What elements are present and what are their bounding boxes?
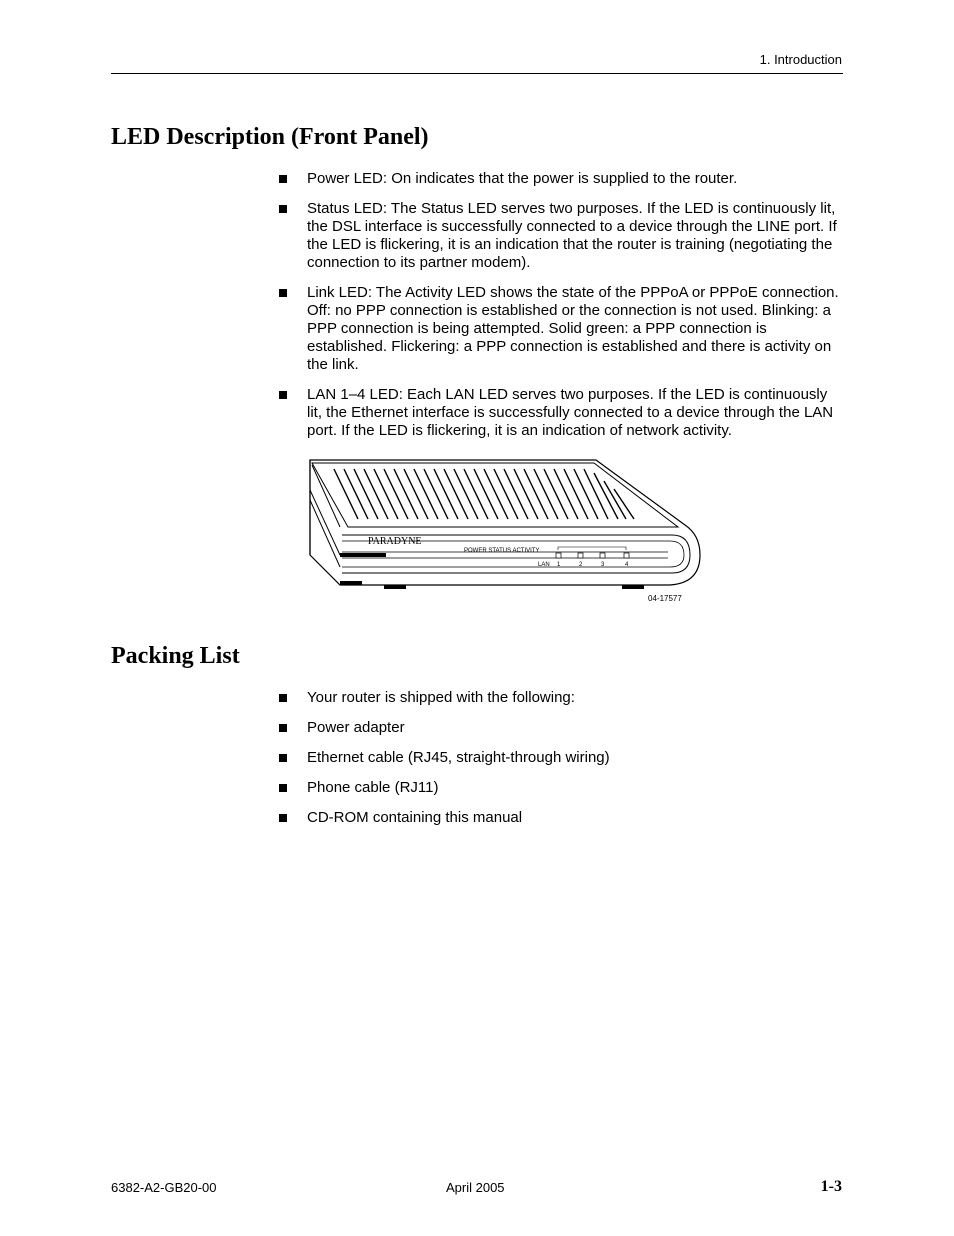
packing-section-title: Packing List bbox=[111, 643, 240, 669]
brand-logo: PARADYNE bbox=[368, 536, 422, 547]
list-item: LAN 1–4 LED: Each LAN LED serves two purposes. If the LED is continuously lit, the Ethernet interface is successfully connected to a device through the LAN port. If the LED is flickering, it is an indication of network activity. bbox=[279, 386, 845, 440]
list-item: Ethernet cable (RJ45, straight-through wiring) bbox=[279, 749, 845, 767]
led-section-title: LED Description (Front Panel) bbox=[111, 124, 429, 150]
lan-label: LAN bbox=[538, 562, 550, 568]
list-item: Power adapter bbox=[279, 719, 845, 737]
footer-date: April 2005 bbox=[446, 1180, 505, 1195]
list-item: CD-ROM containing this manual bbox=[279, 809, 845, 827]
list-item: Link LED: The Activity LED shows the state of the PPPoA or PPPoE connection. Off: no PPP connection is established or the connection is not used. Blinking: a PPP connection is being attempted. Solid green: a PPP connection is established. Flickering: a PPP connection is established and there is activity on the link. bbox=[279, 284, 845, 374]
figure-id: 04-17577 bbox=[648, 594, 682, 603]
list-item: Power LED: On indicates that the power is supplied to the router. bbox=[279, 170, 845, 188]
header-rule bbox=[111, 73, 843, 74]
packing-list bbox=[279, 689, 845, 839]
running-header: 1. Introduction bbox=[759, 52, 842, 67]
bullet-square-icon bbox=[279, 391, 287, 399]
led-description-list bbox=[279, 170, 845, 452]
lan-number: 3 bbox=[601, 562, 605, 568]
router-front-panel-illustration bbox=[300, 455, 710, 605]
bullet-square-icon bbox=[279, 814, 287, 822]
bullet-square-icon bbox=[279, 724, 287, 732]
lan-number: 2 bbox=[579, 562, 583, 568]
footer-doc-number: 6382-A2-GB20-00 bbox=[111, 1180, 217, 1195]
footer-page-number: 1-3 bbox=[820, 1178, 842, 1195]
led-labels: POWER STATUS ACTIVITY bbox=[464, 548, 540, 554]
bullet-square-icon bbox=[279, 289, 287, 297]
list-item: Phone cable (RJ11) bbox=[279, 779, 845, 797]
bullet-square-icon bbox=[279, 175, 287, 183]
lan-number: 4 bbox=[625, 562, 629, 568]
bullet-square-icon bbox=[279, 694, 287, 702]
list-item: Status LED: The Status LED serves two purposes. If the LED is continuously lit, the DSL interface is successfully connected to a device through the LINE port. If the LED is flickering, it is an indication that the router is training (negotiating the connection to its partner modem). bbox=[279, 200, 845, 272]
list-item: Your router is shipped with the following: bbox=[279, 689, 845, 707]
bullet-square-icon bbox=[279, 205, 287, 213]
bullet-square-icon bbox=[279, 784, 287, 792]
bullet-square-icon bbox=[279, 754, 287, 762]
lan-number: 1 bbox=[557, 562, 561, 568]
